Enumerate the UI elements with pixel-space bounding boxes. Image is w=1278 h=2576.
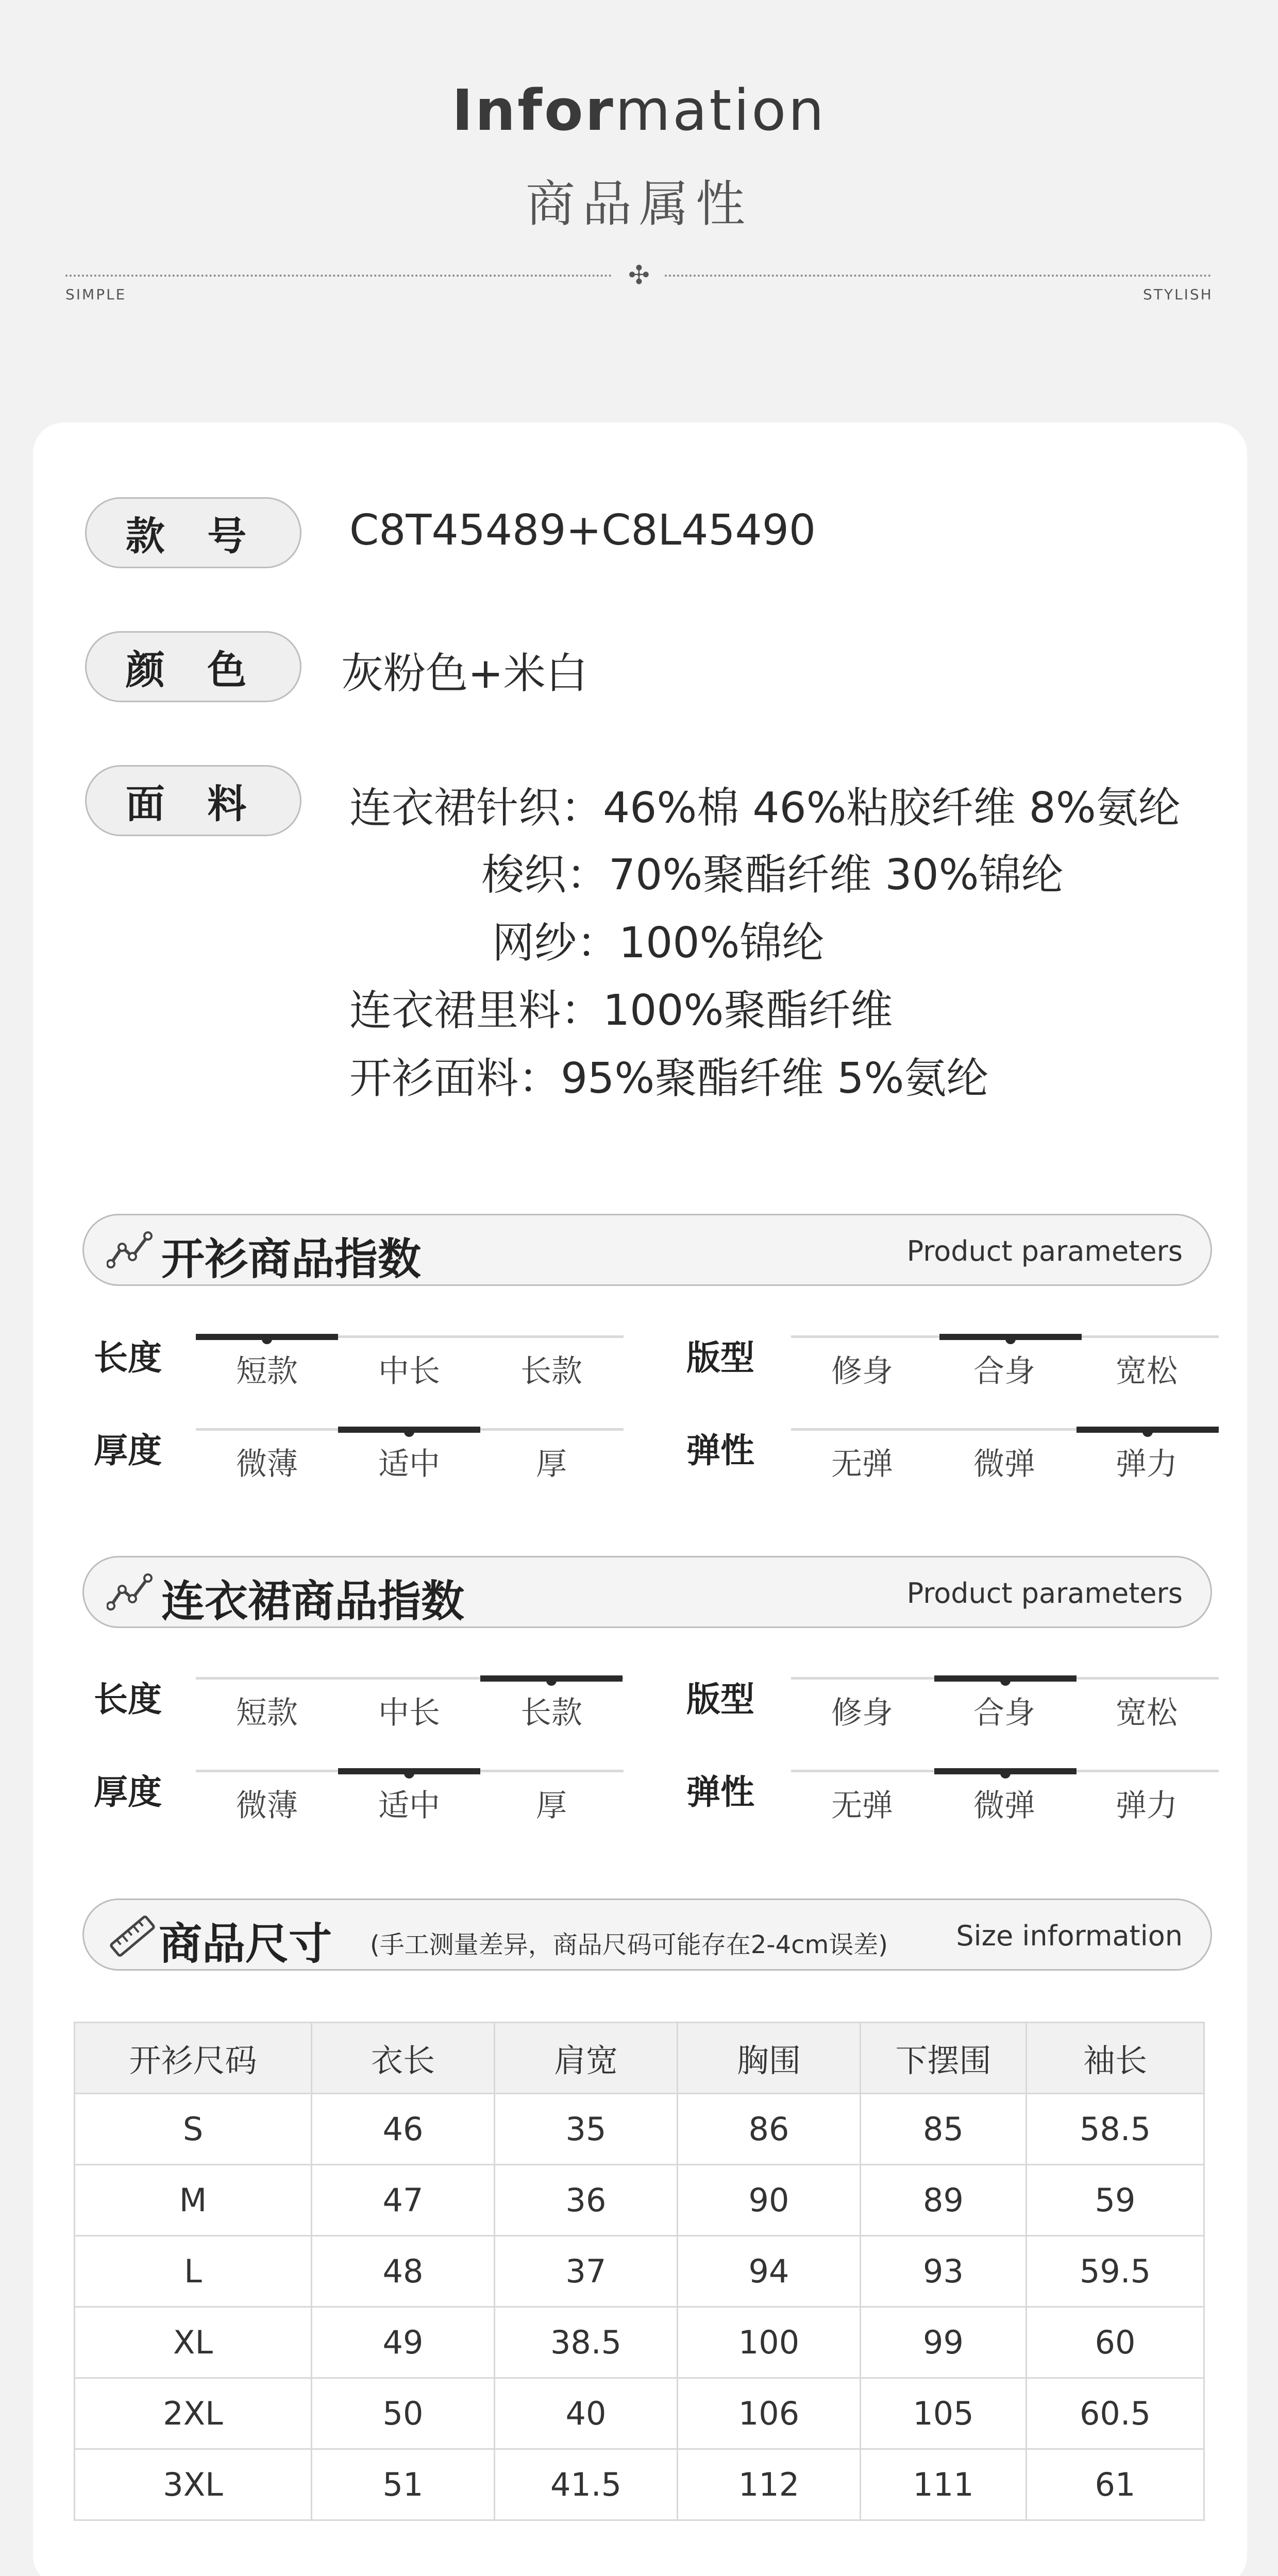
index-option: 宽松 (1116, 1695, 1178, 1731)
index-selected-dot (404, 1427, 414, 1437)
header-title-light: mation (615, 77, 827, 143)
table-header-cell: 肩宽 (495, 2023, 678, 2094)
four-point-star-icon: ✣ (628, 260, 650, 290)
color-label: 颜 色 (85, 631, 301, 702)
table-row (75, 2236, 1204, 2307)
index-selected-dot (1000, 1768, 1011, 1778)
dress-index-en: Product parameters (906, 1577, 1183, 1609)
size-note: (手工测量差异，商品尺码可能存在2-4cm误差) (370, 1930, 888, 1959)
table-cell: 35 (495, 2094, 678, 2165)
caption-simple: SIMPLE (65, 286, 127, 303)
table-cell: 89 (861, 2165, 1027, 2236)
table-cell: 59.5 (1027, 2236, 1204, 2307)
index-option: 弹力 (1116, 1446, 1178, 1482)
index-option: 弹力 (1116, 1788, 1178, 1824)
table-cell: 112 (678, 2449, 861, 2520)
index-option: 微薄 (236, 1446, 298, 1482)
table-cell: L (75, 2236, 312, 2307)
table-cell: XL (75, 2307, 312, 2378)
table-cell: 49 (312, 2307, 495, 2378)
caption-stylish: STYLISH (1143, 286, 1213, 303)
index-option: 中长 (378, 1353, 440, 1389)
table-header-cell: 开衫尺码 (75, 2023, 312, 2094)
table-cell: 38.5 (495, 2307, 678, 2378)
table-cell: 60.5 (1027, 2378, 1204, 2449)
dress-index-title: 连衣裙商品指数 (161, 1576, 465, 1626)
index-label: 长度 (94, 1338, 162, 1378)
index-option: 微弹 (973, 1788, 1035, 1824)
table-cell: S (75, 2094, 312, 2165)
index-option: 中长 (378, 1695, 440, 1731)
index-label: 版型 (686, 1338, 754, 1378)
trend-line-icon (107, 1572, 153, 1613)
table-cell: 3XL (75, 2449, 312, 2520)
size-title: 商品尺寸 (159, 1919, 332, 1969)
fabric-line: 网纱：100%锦纶 (492, 919, 825, 968)
cardigan-index-title: 开衫商品指数 (161, 1234, 422, 1284)
index-selected-dot (546, 1675, 557, 1686)
dress-index-banner (82, 1556, 1212, 1628)
table-header-row (75, 2023, 1204, 2094)
table-cell: 111 (861, 2449, 1027, 2520)
index-selected-dot (404, 1768, 414, 1778)
divider-line-right (665, 275, 1211, 277)
index-option: 长款 (520, 1695, 582, 1731)
table-cell: 48 (312, 2236, 495, 2307)
index-option: 短款 (236, 1695, 298, 1731)
table-header-cell: 袖长 (1027, 2023, 1204, 2094)
table-cell: 106 (678, 2378, 861, 2449)
index-selected-dot (1000, 1675, 1011, 1686)
index-option: 修身 (831, 1695, 893, 1731)
table-header-cell: 胸围 (678, 2023, 861, 2094)
header-title-bold: Infor (451, 77, 615, 143)
index-selected-dot (1142, 1427, 1153, 1437)
table-cell: 99 (861, 2307, 1027, 2378)
table-cell: 40 (495, 2378, 678, 2449)
table-cell: 51 (312, 2449, 495, 2520)
trend-line-icon (107, 1230, 153, 1271)
index-option: 适中 (378, 1446, 440, 1482)
style-number-label: 款 号 (85, 497, 301, 568)
fabric-line: 梭织：70%聚酯纤维 30%锦纶 (482, 851, 1064, 900)
table-cell: 47 (312, 2165, 495, 2236)
table-cell: 90 (678, 2165, 861, 2236)
fabric-line: 连衣裙针织：46%棉 46%粘胶纤维 8%氨纶 (349, 784, 1181, 833)
index-label: 长度 (94, 1680, 162, 1719)
table-cell: 85 (861, 2094, 1027, 2165)
index-label: 厚度 (94, 1431, 162, 1470)
index-option: 微薄 (236, 1788, 298, 1824)
table-row (75, 2165, 1204, 2236)
index-option: 短款 (236, 1353, 298, 1389)
table-cell: 100 (678, 2307, 861, 2378)
table-cell: 36 (495, 2165, 678, 2236)
header-subtitle: 商品属性 (526, 175, 752, 233)
index-option: 无弹 (831, 1788, 893, 1824)
table-header-cell: 下摆围 (861, 2023, 1027, 2094)
table-cell: 93 (861, 2236, 1027, 2307)
table-header-cell: 衣长 (312, 2023, 495, 2094)
size-banner (82, 1899, 1212, 1971)
table-cell: 94 (678, 2236, 861, 2307)
index-option: 无弹 (831, 1446, 893, 1482)
table-row (75, 2094, 1204, 2165)
index-label: 弹性 (686, 1772, 754, 1812)
color-value: 灰粉色+米白 (341, 649, 588, 698)
style-number-value: C8T45489+C8L45490 (349, 506, 816, 555)
table-cell: 58.5 (1027, 2094, 1204, 2165)
index-option: 修身 (831, 1353, 893, 1389)
index-option: 厚 (536, 1788, 567, 1824)
table-cell: 46 (312, 2094, 495, 2165)
table-cell: 105 (861, 2378, 1027, 2449)
table-row (75, 2307, 1204, 2378)
fabric-line: 开衫面料：95%聚酯纤维 5%氨纶 (349, 1054, 989, 1103)
index-option: 合身 (973, 1353, 1035, 1389)
table-cell: 41.5 (495, 2449, 678, 2520)
index-selected-dot (262, 1334, 272, 1344)
table-cell: 37 (495, 2236, 678, 2307)
divider-line-left (65, 275, 612, 277)
table-row (75, 2378, 1204, 2449)
index-label: 厚度 (94, 1772, 162, 1812)
index-selected-dot (1005, 1334, 1016, 1344)
table-cell: 61 (1027, 2449, 1204, 2520)
size-en: Size information (956, 1920, 1183, 1952)
table-cell: 86 (678, 2094, 861, 2165)
table-cell: 59 (1027, 2165, 1204, 2236)
size-table (74, 2022, 1205, 2521)
table-row (75, 2449, 1204, 2520)
index-option: 厚 (536, 1446, 567, 1482)
table-cell: M (75, 2165, 312, 2236)
ruler-icon (107, 1914, 158, 1958)
index-option: 微弹 (973, 1446, 1035, 1482)
fabric-label: 面 料 (85, 765, 301, 836)
header-title (0, 77, 1278, 143)
index-option: 合身 (973, 1695, 1035, 1731)
table-cell: 50 (312, 2378, 495, 2449)
index-label: 弹性 (686, 1431, 754, 1470)
cardigan-index-banner (82, 1214, 1212, 1286)
table-cell: 2XL (75, 2378, 312, 2449)
fabric-line: 连衣裙里料：100%聚酯纤维 (349, 986, 893, 1035)
cardigan-index-en: Product parameters (906, 1235, 1183, 1267)
index-label: 版型 (686, 1680, 754, 1719)
table-cell: 60 (1027, 2307, 1204, 2378)
index-option: 适中 (378, 1788, 440, 1824)
index-option: 长款 (520, 1353, 582, 1389)
index-option: 宽松 (1116, 1353, 1178, 1389)
